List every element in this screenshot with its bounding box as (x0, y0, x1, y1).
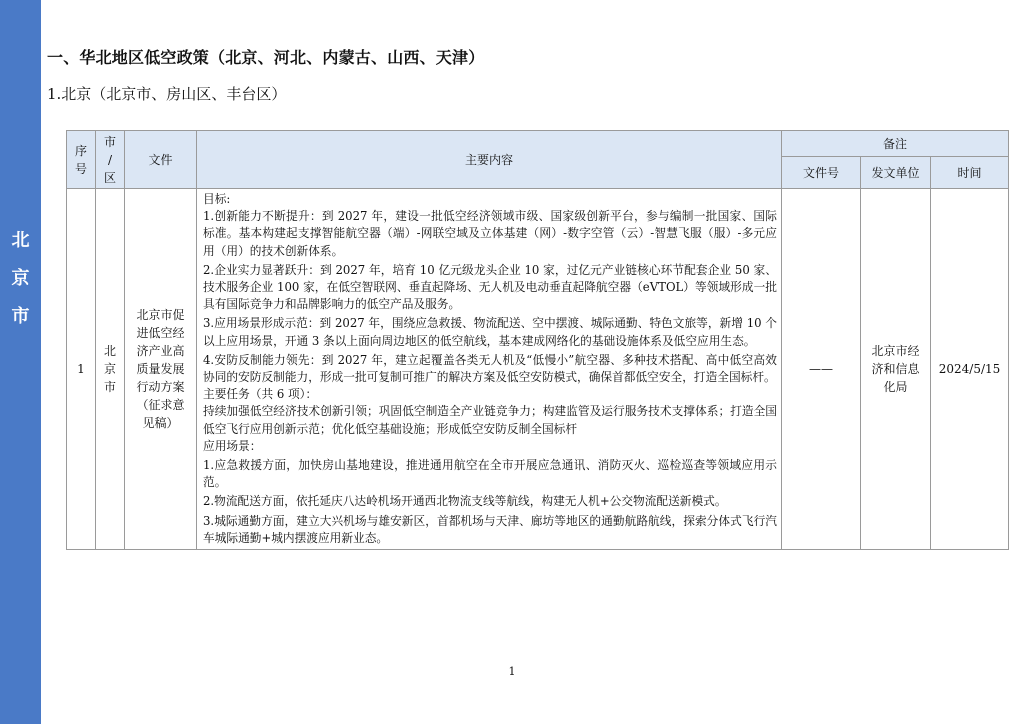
table-row (67, 189, 1009, 550)
header-seq: 序 号 (67, 131, 96, 189)
header-time: 时间 (931, 157, 1009, 189)
content-paragraph: 主要任务（共 6 项）： (203, 387, 318, 402)
content-paragraph: 目标: (203, 192, 231, 206)
page-number: 1 (508, 665, 516, 678)
content-paragraph: 2.企业实力显著跃升：到 2027 年，培育 10 亿元级龙头企业 10 家，过亿元产业链核心环节配套企业 50 家、技术服务企业 100 家，在低空智联网、垂直起降场、无人机及电动垂直起降航空器（eVTOL）等领域形成一批具有国际竞争力和品牌影响力的低空产品及服务。 (203, 262, 777, 312)
cell-doc-no: —— (782, 189, 861, 550)
cell-main-content (197, 189, 782, 550)
sidebar-char: 京 (11, 268, 30, 289)
header-issuer: 发文单位 (861, 157, 931, 189)
sidebar-region-label (0, 222, 41, 336)
cell-issuer: 北京市经 济和信息 化局 (861, 189, 931, 550)
sidebar-char: 北 (11, 230, 30, 251)
content-paragraph: 3.城际通勤方面，建立大兴机场与雄安新区，首都机场与天津、廊坊等地区的通勤航路航线，探索分体式飞行汽车城际通勤+城内摆渡应用新业态。 (203, 513, 777, 545)
content-paragraph: 应用场景： (203, 438, 262, 453)
content-paragraph: 3.应用场景形成示范：到 2027 年，围绕应急救援、物流配送、空中摆渡、城际通勤、特色文旅等，新增 10 个以上应用场景，开通 3 条以上面向周边地区的低空航线，基本建成网络化的基础设施体系及低空应用生态。 (203, 316, 777, 348)
left-sidebar-band (0, 0, 41, 724)
policy-table (66, 130, 1009, 550)
header-file: 文件 (125, 131, 197, 189)
subsection-heading: 1.北京（北京市、房山区、丰台区） (47, 85, 287, 103)
header-doc-no: 文件号 (782, 157, 861, 189)
section-heading: 一、华北地区低空政策（北京、河北、内蒙古、山西、天津） (47, 48, 485, 67)
content-paragraph: 2.物流配送方面，依托延庆八达岭机场开通西北物流支线等航线，构建无人机+公交物流配送新模式。 (203, 494, 727, 509)
sidebar-char: 市 (11, 306, 30, 327)
header-content: 主要内容 (197, 131, 782, 189)
cell-file: 北京市促 进低空经 济产业高 质量发展 行动方案 （征求意 见稿） (125, 189, 197, 550)
header-city: 市 / 区 (96, 131, 125, 189)
cell-time: 2024/5/15 (931, 189, 1009, 550)
header-remarks: 备注 (782, 131, 1009, 157)
cell-city: 北 京 市 (96, 189, 125, 550)
cell-seq: 1 (67, 189, 96, 550)
content-paragraph: 4.安防反制能力领先：到 2027 年，建立起覆盖各类无人机及“低慢小”航空器、多种技术搭配、高中低空高效协同的安防反制能力，形成一批可复制可推广的解决方案及低空安防模式，确保首都低空安全，打造全国标杆。 (203, 352, 777, 385)
content-paragraph: 1.应急救援方面，加快房山基地建设，推进通用航空在全市开展应急通讯、消防灭火、巡检巡查等领域应用示范。 (203, 458, 777, 490)
content-paragraph: 持续加强低空经济技术创新引领；巩固低空制造全产业链竞争力；构建监管及运行服务技术支撑体系；打造全国低空飞行应用创新示范；优化低空基础设施；形成低空安防反制全国标杆 (203, 404, 777, 436)
content-paragraph: 1.创新能力不断提升：到 2027 年，建设一批低空经济领域市级、国家级创新平台，参与编制一批国家、国际标准。基本构建起支撑智能航空器（端）-网联空域及立体基建（网）-数字空管（云）-智慧飞服（服）-多元应用（用）的技术创新体系。 (203, 209, 777, 258)
